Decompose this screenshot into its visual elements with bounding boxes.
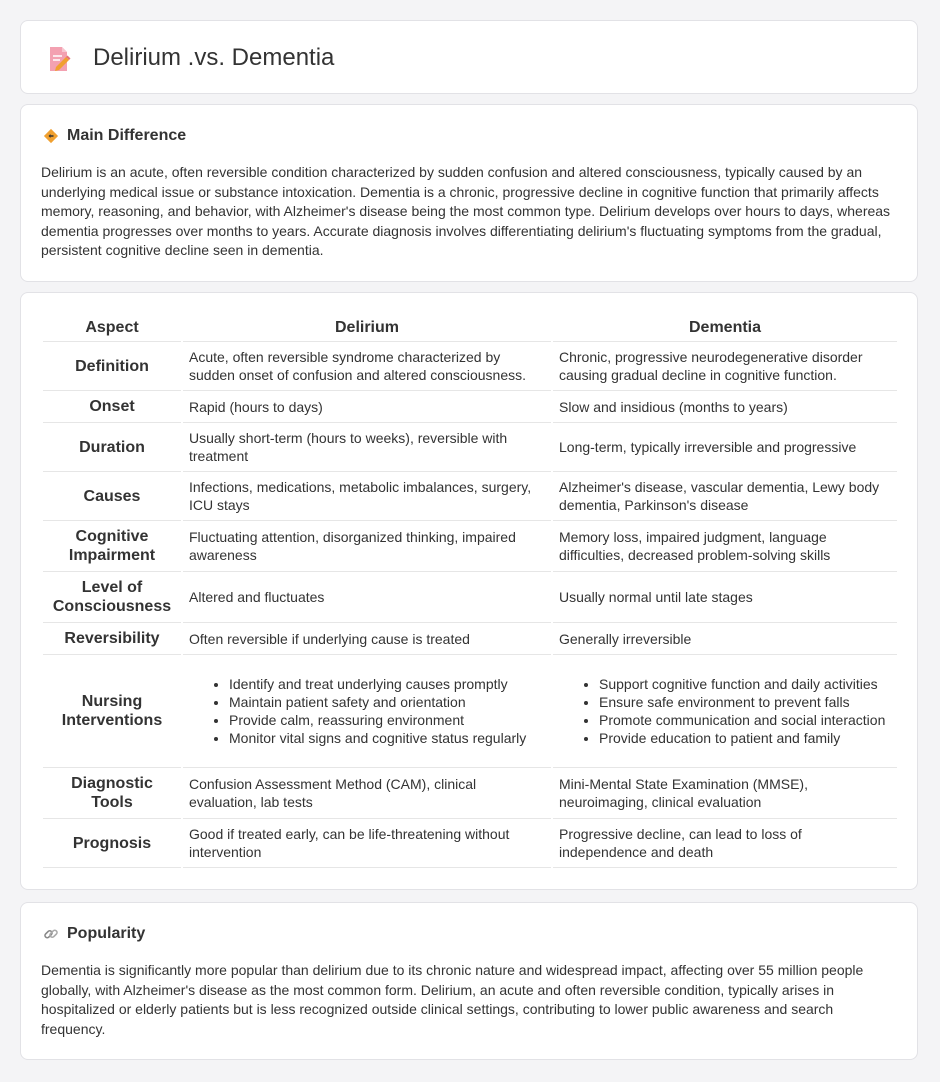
table-row-nursing xyxy=(43,655,897,768)
table-row xyxy=(43,819,897,868)
list-item: • Maintain patient safety and orientation xyxy=(229,693,545,711)
list-item: • Monitor vital signs and cognitive status regularly xyxy=(229,729,545,747)
list-item: • Promote communication and social interaction xyxy=(599,711,891,729)
main-difference-card xyxy=(20,104,918,282)
aspect-cell: Definition xyxy=(43,342,181,391)
header-aspect: Aspect xyxy=(43,315,181,342)
table-row xyxy=(43,423,897,472)
list-item: • Provide education to patient and family xyxy=(599,729,891,747)
aspect-cell: Reversibility xyxy=(43,623,181,655)
aspect-cell: Duration xyxy=(43,423,181,472)
table-row xyxy=(43,521,897,572)
dementia-cell: Slow and insidious (months to years) xyxy=(553,391,897,423)
delirium-cell: Infections, medications, metabolic imbalances, surgery, ICU stays xyxy=(183,472,551,521)
popularity-text: Dementia is significantly more popular than delirium due to its chronic nature and widespread impact, affecting over 55 million people globally, with Alzheimer's disease as the most common form. Delirium, an acute and often reversible condition, typically arises in hospitalized or elderly patients but is less recognized outside clinical settings, contributing to lower public awareness and search frequency. xyxy=(41,962,864,1037)
list-item: • Support cognitive function and daily activities xyxy=(599,675,891,693)
dementia-cell: Generally irreversible xyxy=(553,623,897,655)
delirium-cell: Confusion Assessment Method (CAM), clinical evaluation, lab tests xyxy=(183,768,551,819)
dementia-cell: Usually normal until late stages xyxy=(553,572,897,623)
aspect-cell: Level of Consciousness xyxy=(43,572,181,623)
dementia-cell: Alzheimer's disease, vascular dementia, Lewy body dementia, Parkinson's disease xyxy=(553,472,897,521)
title-card xyxy=(20,20,918,94)
delirium-cell: Acute, often reversible syndrome characterized by sudden onset of confusion and altered consciousness. xyxy=(183,342,551,391)
delirium-cell: Fluctuating attention, disorganized thinking, impaired awareness xyxy=(183,521,551,572)
comparison-card xyxy=(20,292,918,890)
popularity-heading: Popularity xyxy=(67,925,146,942)
delirium-cell: Often reversible if underlying cause is treated xyxy=(183,623,551,655)
table-header-row xyxy=(43,315,897,342)
delirium-cell: Usually short-term (hours to weeks), reversible with treatment xyxy=(183,423,551,472)
page-title: Delirium .vs. Dementia xyxy=(93,44,335,71)
comparison-table xyxy=(41,315,899,868)
dementia-cell: Chronic, progressive neurodegenerative disorder causing gradual decline in cognitive function. xyxy=(553,342,897,391)
list-item: • Ensure safe environment to prevent falls xyxy=(599,693,891,711)
aspect-cell: Nursing Interventions xyxy=(43,655,181,768)
link-icon xyxy=(43,926,59,942)
dementia-interventions-list xyxy=(559,675,891,747)
main-difference-heading: Main Difference xyxy=(67,127,187,144)
diamond-arrows-icon xyxy=(43,128,59,144)
delirium-cell xyxy=(183,655,551,768)
header-delirium: Delirium xyxy=(183,315,551,342)
list-item: • Identify and treat underlying causes promptly xyxy=(229,675,545,693)
aspect-cell: Causes xyxy=(43,472,181,521)
table-row xyxy=(43,472,897,521)
aspect-cell: Diagnostic Tools xyxy=(43,768,181,819)
table-row xyxy=(43,391,897,423)
table-row xyxy=(43,768,897,819)
list-item: • Provide calm, reassuring environment xyxy=(229,711,545,729)
popularity-card xyxy=(20,902,918,1060)
dementia-cell: Mini-Mental State Examination (MMSE), neuroimaging, clinical evaluation xyxy=(553,768,897,819)
dementia-cell: Progressive decline, can lead to loss of independence and death xyxy=(553,819,897,868)
aspect-cell: Onset xyxy=(43,391,181,423)
aspect-cell: Cognitive Impairment xyxy=(43,521,181,572)
table-row xyxy=(43,572,897,623)
dementia-cell: Long-term, typically irreversible and progressive xyxy=(553,423,897,472)
dementia-cell: Memory loss, impaired judgment, language difficulties, decreased problem-solving skills xyxy=(553,521,897,572)
delirium-interventions-list xyxy=(189,675,545,747)
delirium-cell: Rapid (hours to days) xyxy=(183,391,551,423)
delirium-cell: Good if treated early, can be life-threatening without intervention xyxy=(183,819,551,868)
delirium-cell: Altered and fluctuates xyxy=(183,572,551,623)
table-row xyxy=(43,342,897,391)
header-dementia: Dementia xyxy=(553,315,897,342)
document-pencil-icon xyxy=(47,45,71,73)
table-row xyxy=(43,623,897,655)
aspect-cell: Prognosis xyxy=(43,819,181,868)
main-difference-text: Delirium is an acute, often reversible condition characterized by sudden confusion and altered consciousness, typically caused by an underlying medical issue or substance intoxication. Dementia is a chronic, progressive decline in cognitive function that primarily affects memory, reasoning, and behavior, with Alzheimer's disease being the most common type. Delirium develops over hours to days, whereas dementia progresses over months to years. Accurate diagnosis involves differentiating delirium's fluctuating symptoms from the gradual, persistent cognitive decline seen in dementia. xyxy=(41,164,891,258)
dementia-cell xyxy=(553,655,897,768)
